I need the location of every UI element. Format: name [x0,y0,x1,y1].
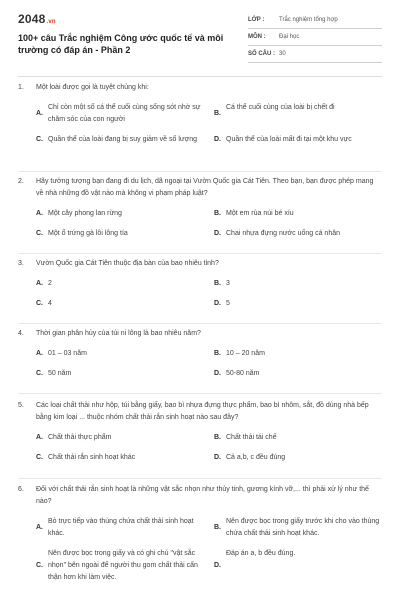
option-d[interactable] [214,548,382,584]
option-label: A. [36,524,43,531]
option-c[interactable] [36,368,204,380]
option-b[interactable] [214,516,382,540]
option-text: Chai nhựa đựng nước uống cá nhân [226,230,341,237]
option-b[interactable] [214,348,382,360]
question-text: Hãy tưởng tượng bạn đang đi du lịch, dã ngoại tại Vườn Quốc gia Cát Tiên. Theo bạn, bạn được phép mang về nhà những đồ vật nào mà không vi phạm pháp luật? [36,178,374,197]
option-text: 4 [48,300,52,307]
option-text: 5 [226,300,230,307]
question-1 [18,82,382,146]
option-a[interactable] [36,278,204,290]
option-label: C. [36,454,43,461]
question-5 [18,400,382,464]
option-label: B. [214,434,221,441]
option-d[interactable] [214,368,382,380]
option-b[interactable] [214,278,382,290]
option-label: A. [36,434,43,441]
option-text: Chất thải thực phẩm [48,434,112,441]
question-6 [18,484,382,584]
meta-row-subject [248,29,382,46]
option-c[interactable] [36,228,204,240]
option-label: B. [214,280,221,287]
header-divider [18,76,382,77]
option-label: A. [36,350,43,357]
question-text: Đối với chất thải rắn sinh hoạt là những vật sắc nhọn như thủy tinh, gương kính vỡ,... thì phải xử lý như thế nào? [36,486,369,505]
option-label: B. [214,210,221,217]
option-text: Quần thể của loài đang bị suy giảm về số lượng [48,136,197,143]
option-a[interactable] [36,102,204,126]
option-label: B. [214,524,221,531]
option-label: D. [214,454,221,461]
question-2 [18,176,382,240]
option-label: D. [214,562,221,569]
meta-row-count [248,46,382,63]
option-label: D. [214,300,221,307]
question-divider [18,393,382,394]
meta-row-class [248,12,382,29]
option-text: Bỏ trực tiếp vào thùng chứa chất thải sinh hoạt khác. [48,518,194,537]
question-divider [18,323,382,324]
option-text: 10 – 20 năm [226,350,265,357]
option-c[interactable] [36,452,204,464]
option-text: Một cây phong lan rừng [48,210,122,217]
option-label: B. [214,110,221,117]
option-text: Đáp án a, b đều đúng. [226,550,296,557]
option-label: A. [36,280,43,287]
option-label: A. [36,110,43,117]
option-text: Cả a,b, c đều đúng [226,454,286,461]
option-d[interactable] [214,298,382,310]
meta-value: Đại học [279,34,300,40]
option-text: Một ổ trứng gà lôi lông tía [48,230,128,237]
meta-value: 30 [279,51,286,57]
option-b[interactable] [214,102,382,126]
question-number: 4. [18,330,24,337]
option-text: 50 năm [48,370,72,377]
option-text: 01 – 03 năm [48,350,87,357]
option-d[interactable] [214,452,382,464]
option-a[interactable] [36,208,204,220]
question-number: 1. [18,84,24,91]
option-label: D. [214,370,221,377]
option-d[interactable] [214,228,382,240]
option-label: C. [36,370,43,377]
option-text: 2 [48,280,52,287]
page-title: 100+ câu Trắc nghiệm Công ước quốc tế và môi trường có đáp án - Phần 2 [18,33,224,55]
option-text: Một em rùa núi bé xíu [226,210,294,217]
option-label: B. [214,350,221,357]
question-number: 2. [18,178,24,185]
question-number: 3. [18,260,24,267]
option-c[interactable] [36,548,204,584]
question-divider [18,171,382,172]
option-b[interactable] [214,208,382,220]
option-a[interactable] [36,516,204,540]
option-label: A. [36,210,43,217]
option-d[interactable] [214,134,382,146]
option-label: D. [214,136,221,143]
meta-key: LỚP : [248,17,265,23]
logo-text: 2048 [18,12,46,26]
option-label: D. [214,230,221,237]
logo-suffix: .vn [46,19,56,25]
option-label: C. [36,300,43,307]
option-label: C. [36,230,43,237]
option-a[interactable] [36,348,204,360]
header-left [18,12,246,70]
meta-key: MÔN : [248,34,266,40]
option-label: C. [36,562,43,569]
option-text: Chỉ còn một số cá thể cuối cùng sống sót nhờ sự chăm sóc của con người [48,104,201,123]
question-text: Các loại chất thải như hộp, túi bằng giấy, bao bì nhựa đựng thực phẩm, bao bì nhôm, sắt, đồ dùng nhà bếp bằng kim loại ... thuộc nhóm chất thải rắn sinh hoạt nào sau đây? [36,402,369,421]
question-text: Vườn Quốc gia Cát Tiên thuộc địa bàn của bao nhiêu tỉnh? [36,260,219,267]
option-a[interactable] [36,432,204,444]
option-text: 3 [226,280,230,287]
site-logo[interactable] [18,12,246,26]
option-text: Quần thể của loài mất đi tại một khu vực [226,136,352,143]
option-c[interactable] [36,298,204,310]
meta-value: Trắc nghiệm tổng hợp [279,17,338,23]
question-4 [18,328,382,380]
question-divider [18,253,382,254]
option-text: Nên được bọc trong giấy và có ghi chú "vật sắc nhọn" bên ngoài để người thu gom chất thải cẩn thận hơn khi làm việc. [48,550,198,581]
option-text: Cá thể cuối cùng của loài bị chết đi [226,104,335,111]
question-number: 6. [18,486,24,493]
option-text: 50-80 năm [226,370,260,377]
header [0,0,400,70]
option-text: Nên được bọc trong giấy trước khi cho vào thùng chứa chất thải sinh hoạt khác. [226,518,380,537]
question-3 [18,258,382,310]
question-text: Thời gian phân hủy của túi ni lông là bao nhiêu năm? [36,330,201,337]
option-label: C. [36,136,43,143]
header-meta [248,12,382,70]
meta-key: SỐ CÂU : [248,51,275,57]
option-text: Chất thải tái chế [226,434,277,441]
question-divider [18,478,382,479]
question-text: Một loài được gọi là tuyệt chủng khi: [36,84,149,91]
option-b[interactable] [214,432,382,444]
option-text: Chất thải rắn sinh hoạt khác [48,454,136,461]
question-number: 5. [18,402,24,409]
option-c[interactable] [36,134,204,146]
